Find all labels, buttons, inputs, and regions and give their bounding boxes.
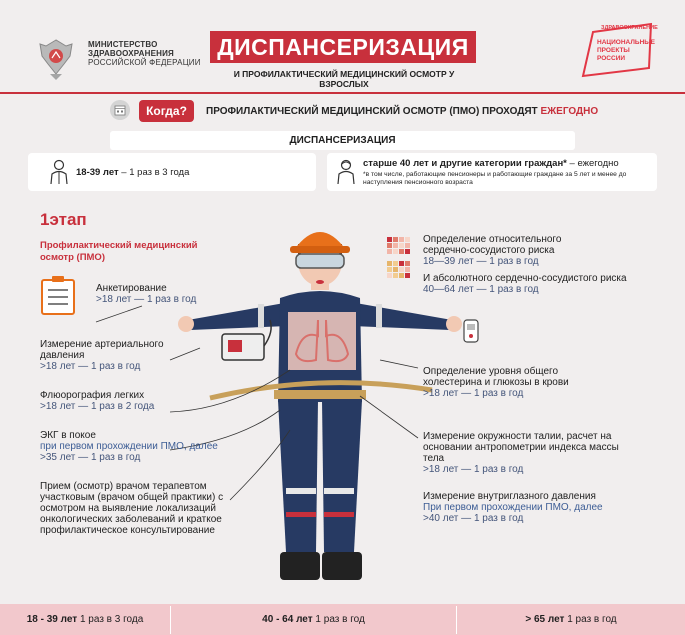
item-therapist-exam: Прием (осмотр) врачом терапевтом участковым (врачом общей практики) с осмотром на выявление локализаций онкологических заболеваний и краткое профилактическое консультирование	[40, 481, 224, 536]
item-ecg: ЭКГ в покое при первом прохождении ПМО, далее >35 лет — 1 раз в год	[40, 430, 218, 463]
stage-subtitle: Профилактический медицинский осмотр (ПМО)	[40, 240, 198, 263]
national-projects-logo	[573, 18, 659, 80]
item-relative-risk: Определение относительного сердечно-сосудистого риска 18—39 лет — 1 раз в год	[423, 234, 562, 267]
when-badge: Когда?	[139, 100, 194, 122]
person-icon	[48, 159, 70, 185]
stage-title: 1этап	[40, 210, 87, 229]
coat-of-arms-icon	[32, 34, 80, 82]
age-box-text: 18-39 лет – 1 раз в 3 года	[76, 167, 190, 178]
age-box-text: старше 40 лет и другие категории граждан* – ежегодно *в том числе, работающие пенсионеры и работающие граждане за 5 лет и менее до наступления пенсионного возраста	[363, 158, 627, 186]
glucometer-icon	[462, 318, 480, 346]
svg-text:ЗДРАВООХРАНЕНИЕ: ЗДРАВООХРАНЕНИЕ	[601, 25, 658, 31]
svg-text:РОССИИ: РОССИИ	[597, 55, 626, 62]
dispanserization-label: ДИСПАНСЕРИЗАЦИЯ	[110, 131, 575, 150]
item-waist-bmi: Измерение окружности талии, расчет на основании антропометрии индекса массы тела >18 лет — 1 раз в год	[423, 431, 619, 475]
calendar-icon	[110, 100, 130, 120]
page-title: ДИСПАНСЕРИЗАЦИЯ	[210, 31, 476, 63]
age-box-40-plus	[327, 153, 657, 191]
item-fluorography: Флюорография легких >18 лет — 1 раз в 2 года	[40, 390, 155, 412]
item-eye-pressure: Измерение внутриглазного давления При первом прохождении ПМО, далее >40 лет — 1 раз в год	[423, 491, 603, 524]
page-subtitle: И ПРОФИЛАКТИЧЕСКИЙ МЕДИЦИНСКИЙ ОСМОТР У ВЗРОСЛЫХ	[233, 69, 455, 89]
svg-text:ПРОЕКТЫ: ПРОЕКТЫ	[597, 47, 630, 54]
ministry-name: МИНИСТЕРСТВО ЗДРАВООХРАНЕНИЯ РОССИЙСКОЙ ФЕДЕРАЦИИ	[88, 40, 201, 67]
item-blood-pressure: Измерение артериального давления >18 лет — 1 раз в год	[40, 339, 164, 372]
item-questionnaire: Анкетирование >18 лет — 1 раз в год	[96, 283, 197, 305]
elderly-person-icon	[335, 159, 357, 185]
pmo-frequency-text: ПРОФИЛАКТИЧЕСКИЙ МЕДИЦИНСКИЙ ОСМОТР (ПМО) ПРОХОДЯТ ЕЖЕГОДНО	[206, 106, 599, 117]
item-absolute-risk: И абсолютного сердечно-сосудистого риска 40—64 лет — 1 раз в год	[423, 273, 627, 295]
band-18-39: 18 - 39 лет 1 раз в 3 года	[26, 614, 144, 625]
band-65-plus: > 65 лет 1 раз в год	[525, 614, 617, 625]
item-cholesterol: Определение уровня общего холестерина и глюкозы в крови >18 лет — 1 раз в год	[423, 366, 569, 399]
age-box-18-39	[28, 153, 316, 191]
header-divider	[0, 92, 685, 94]
clipboard-icon	[40, 276, 76, 316]
band-40-64: 40 - 64 лет 1 раз в год	[262, 614, 365, 625]
svg-text:НАЦИОНАЛЬНЫЕ: НАЦИОНАЛЬНЫЕ	[597, 39, 655, 46]
